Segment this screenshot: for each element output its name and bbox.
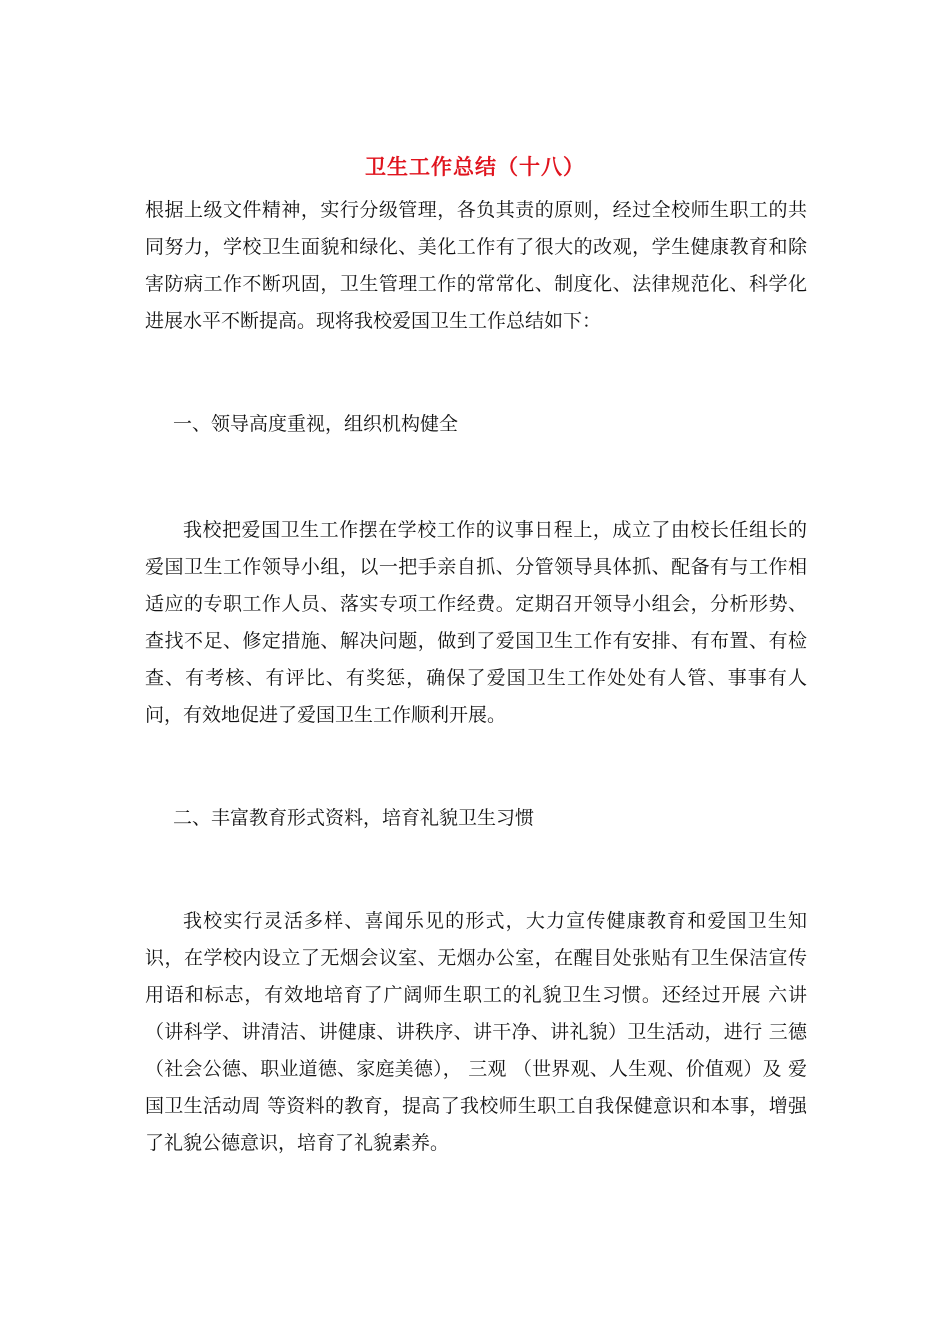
intro-paragraph: 根据上级文件精神，实行分级管理，各负其责的原则，经过全校师生职工的共同努力，学校卫生面貌和绿化、美化工作有了很大的改观，学生健康教育和除害防病工作不断巩固，卫生管理工作的常常化、制度化、法律规范化、科学化进展水平不断提高。现将我校爱国卫生工作总结如下： — [145, 199, 807, 332]
section-body-1: 我校把爱国卫生工作摆在学校工作的议事日程上，成立了由校长任组长的爱国卫生工作领导小组，以一把手亲自抓、分管领导具体抓、配备有与工作相适应的专职工作人员、落实专项工作经费。定期召开领导小组会，分析形势、查找不足、修定措施、解决问题，做到了爱国卫生工作有安排、有布置、有检查、有考核、有评比、有奖惩，确保了爱国卫生工作处处有人管、事事有人问，有效地促进了爱国卫生工作顺利开展。 — [145, 519, 807, 726]
section-heading-1: 一、领导高度重视，组织机构健全 — [173, 413, 459, 435]
section-heading-2: 二、丰富教育形式资料，培育礼貌卫生习惯 — [173, 807, 535, 829]
document-title: 卫生工作总结（十八） — [365, 154, 585, 179]
section-body-2: 我校实行灵活多样、喜闻乐见的形式，大力宣传健康教育和爱国卫生知识，在学校内设立了无烟会议室、无烟办公室，在醒目处张贴有卫生保洁宣传用语和标志，有效地培育了广阔师生职工的礼貌卫生习惯。还经过开展 六讲 （讲科学、讲清洁、讲健康、讲秩序、讲干净、讲礼貌）卫生活动，进行 三德 （社会公德、职业道德、家庭美德）， 三观 （世界观、人生观、价值观）及 爱国卫生活动周 等资料的教育，提高了我校师生职工自我保健意识和本事，增强了礼貌公德意识，培育了礼貌素养。 — [145, 910, 807, 1154]
